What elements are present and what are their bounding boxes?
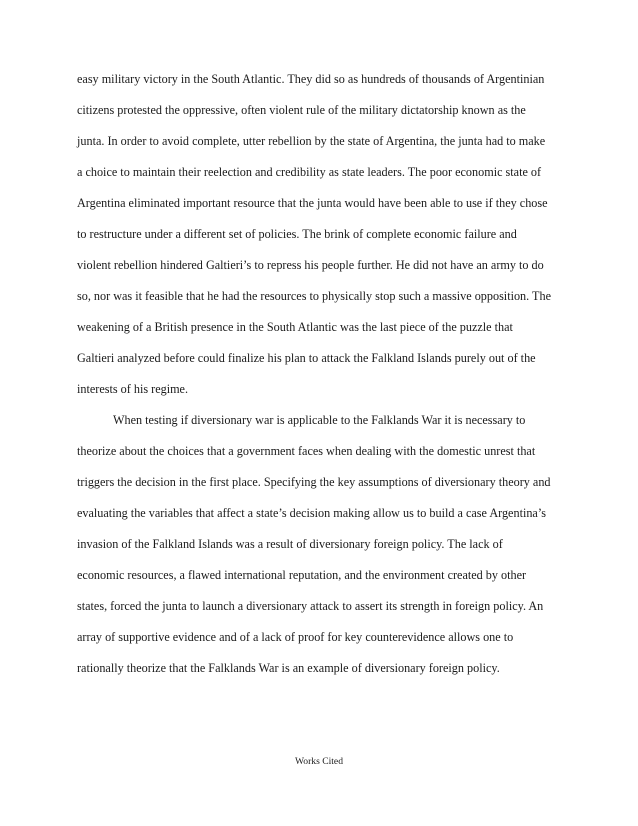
body-line-10: Galtieri analyzed before could finalize his plan to attack the Falkland Islands purely out of the [77,351,536,365]
body-line-6: to restructure under a different set of policies. The brink of complete economic failure and [77,227,517,241]
body-line-7: violent rebellion hindered Galtieri’s to repress his people further. He did not have an army to do [77,258,544,272]
body-line-19: array of supportive evidence and of a lack of proof for key counterevidence allows one to [77,630,514,644]
body-line-9: weakening of a British presence in the South Atlantic was the last piece of the puzzle that [77,320,513,334]
body-line-5: Argentina eliminated important resource that the junta would have been able to use if they chose [77,196,548,210]
body-line-20: rationally theorize that the Falklands War is an example of diversionary foreign policy. [77,661,500,675]
body-line-15: evaluating the variables that affect a state’s decision making allow us to build a case Argentina’s [77,506,546,520]
body-line-3: junta. In order to avoid complete, utter rebellion by the state of Argentina, the junta had to make [77,134,546,148]
body-line-11: interests of his regime. [77,382,189,396]
body-line-4: a choice to maintain their reelection and credibility as state leaders. The poor economic state of [77,165,542,179]
body-line-14: triggers the decision in the first place. Specifying the key assumptions of diversionary theory and [77,475,551,489]
body-line-18: states, forced the junta to launch a diversionary attack to assert its strength in foreign policy. An [77,599,544,613]
body-line-17: economic resources, a flawed international reputation, and the environment created by other [77,568,527,582]
body-line-16: invasion of the Falkland Islands was a result of diversionary foreign policy. The lack of [77,537,503,551]
works-cited-heading: Works Cited [295,756,343,767]
paragraph-first-line: When testing if diversionary war is applicable to the Falklands War it is necessary to [113,413,526,427]
body-line-2: citizens protested the oppressive, often violent rule of the military dictatorship known as the [77,103,526,117]
body-line-13: theorize about the choices that a government faces when dealing with the domestic unrest that [77,444,536,458]
body-line-8: so, nor was it feasible that he had the resources to physically stop such a massive opposition. The [77,289,551,303]
body-line-1: easy military victory in the South Atlantic. They did so as hundreds of thousands of Argentinian [77,72,545,86]
